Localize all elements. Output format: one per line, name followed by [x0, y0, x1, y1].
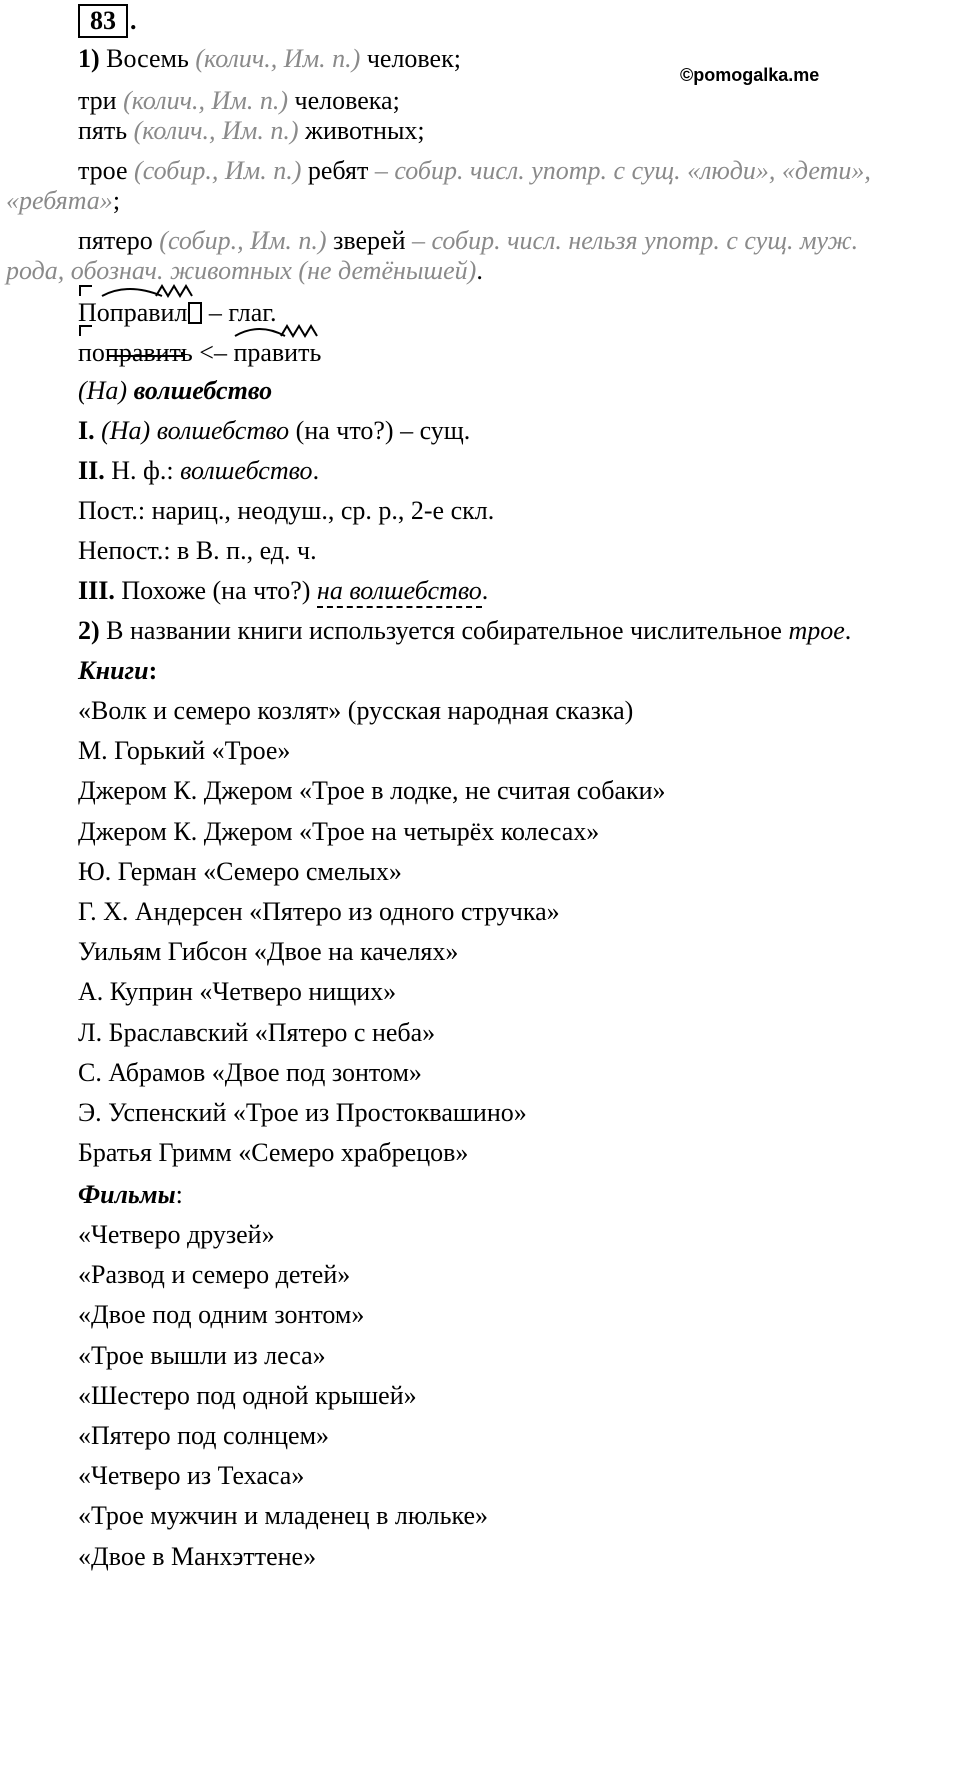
numeral-note: (собир., Им. п.)	[159, 226, 327, 255]
parsed-word: волшебство	[156, 416, 290, 445]
numeral-note: (колич., Им. п.)	[195, 44, 361, 73]
list-item: «Волк и семеро козлят» (русская народная сказка)	[78, 696, 634, 725]
punct: .	[481, 576, 489, 605]
word: Поправил	[78, 298, 188, 327]
numeral-note: (колич., Им. п.)	[133, 116, 299, 145]
list-item: «Развод и семеро детей»	[78, 1260, 351, 1290]
punct: .	[476, 256, 483, 285]
noun: зверей	[333, 226, 406, 255]
word: править	[233, 338, 322, 367]
derivation-arrow: <–	[199, 338, 227, 367]
books-heading-text: Книги	[78, 656, 149, 685]
list-item: Л. Браславский «Пятеро с неба»	[78, 1017, 436, 1047]
parse-step3	[78, 576, 488, 606]
films-heading-text: Фильмы	[78, 1180, 176, 1209]
step-number: I.	[78, 416, 95, 445]
parse-heading	[78, 376, 272, 406]
part1-line4-cont	[6, 186, 120, 216]
morph-word-pravit	[233, 338, 321, 368]
morpheme-marks	[233, 322, 323, 340]
list-item: «Трое вышли из леса»	[78, 1340, 326, 1370]
part1-line1	[78, 44, 461, 74]
punct: :	[148, 656, 158, 685]
parse-step1	[78, 416, 470, 446]
usage-comment-cont: «ребята»	[6, 186, 113, 215]
numeral: три	[78, 86, 117, 115]
noun: человека;	[294, 86, 400, 115]
step-number: II.	[78, 456, 105, 485]
punct: ;	[112, 186, 121, 215]
list-item: Братья Гримм «Семеро храбрецов»	[78, 1138, 469, 1168]
parse-nonconst: Непост.: в В. п., ед. ч.	[78, 536, 317, 565]
list-item: Джером К. Джером «Трое на четырёх колесах»	[78, 816, 600, 846]
numeral: пятеро	[78, 226, 153, 255]
part1-label: 1)	[78, 44, 100, 73]
punct: .	[312, 456, 320, 485]
part2-label: 2)	[78, 616, 100, 645]
punct: .	[844, 616, 852, 645]
parse-const: Пост.: нариц., неодуш., ср. р., 2-е скл.	[78, 496, 495, 525]
parse-step2	[78, 456, 319, 486]
part2-word: трое	[788, 616, 845, 645]
step-text: Н. ф.:	[111, 456, 174, 485]
morpheme-marks	[78, 282, 198, 300]
numeral: трое	[78, 156, 128, 185]
part2-line	[78, 616, 851, 646]
step-number: III.	[78, 576, 115, 605]
noun: животных;	[305, 116, 425, 145]
list-item: Ю. Герман «Семеро смелых»	[78, 856, 402, 886]
punct: :	[175, 1180, 183, 1209]
list-item: «Двое в Манхэттене»	[78, 1541, 317, 1571]
part1-line4	[78, 156, 871, 186]
preposition: (На)	[101, 416, 151, 445]
list-item: «Шестеро под одной крышей»	[78, 1380, 417, 1410]
morpheme-marks	[78, 322, 188, 340]
list-item: М. Горький «Трое»	[78, 736, 291, 766]
list-item: Г. Х. Андерсен «Пятеро из одного стручка»	[78, 897, 560, 926]
exercise-number-dot: .	[130, 6, 137, 35]
list-item: «Трое мужчин и младенец в люльке»	[78, 1501, 488, 1531]
parsed-word: волшебство	[180, 456, 313, 485]
step-text: Похоже (на что?)	[121, 576, 311, 605]
sentence-member: на волшебство	[317, 576, 482, 608]
noun: человек;	[366, 44, 461, 73]
books-heading	[78, 656, 157, 686]
list-item: Уильям Гибсон «Двое на качелях»	[78, 937, 459, 967]
pos-label: – глаг.	[208, 298, 277, 327]
morph-line2	[78, 338, 321, 368]
morph-word-popravit	[78, 338, 193, 368]
part2-text: В названии книги используется собирательное числительное	[106, 616, 782, 645]
usage-comment-cont: рода, обознач. животных (не детёнышей)	[6, 256, 477, 285]
part1-line5	[78, 226, 858, 256]
films-heading	[78, 1180, 183, 1210]
exercise-number: 83	[78, 4, 128, 38]
usage-comment: – собир. числ. нельзя употр. с сущ. муж.	[411, 226, 859, 255]
preposition: (На)	[78, 376, 128, 405]
list-item: «Пятеро под солнцем»	[78, 1421, 330, 1450]
list-item: «Четверо друзей»	[78, 1220, 275, 1249]
list-item: А. Куприн «Четверо нищих»	[78, 977, 397, 1007]
list-item: Джером К. Джером «Трое в лодке, не считая собаки»	[78, 776, 666, 806]
list-item: «Четверо из Техаса»	[78, 1461, 305, 1491]
parsed-word: волшебство	[133, 376, 273, 405]
noun: ребят	[307, 156, 369, 185]
list-item: С. Абрамов «Двое под зонтом»	[78, 1057, 422, 1087]
numeral: Восемь	[106, 44, 189, 73]
step-text: (на что?) – сущ.	[295, 416, 471, 445]
numeral: пять	[78, 116, 128, 145]
word: поправить	[78, 338, 193, 367]
part1-line3	[78, 116, 425, 146]
numeral-note: (собир., Им. п.)	[134, 156, 302, 185]
list-item: «Двое под одним зонтом»	[78, 1300, 365, 1330]
zero-ending-box	[188, 302, 202, 324]
usage-comment: – собир. числ. употр. с сущ. «люди», «дети»,	[374, 156, 871, 185]
watermark: ©pomogalka.me	[680, 65, 820, 85]
part1-line2	[78, 86, 400, 116]
list-item: Э. Успенский «Трое из Простоквашино»	[78, 1098, 527, 1127]
numeral-note: (колич., Им. п.)	[123, 86, 289, 115]
